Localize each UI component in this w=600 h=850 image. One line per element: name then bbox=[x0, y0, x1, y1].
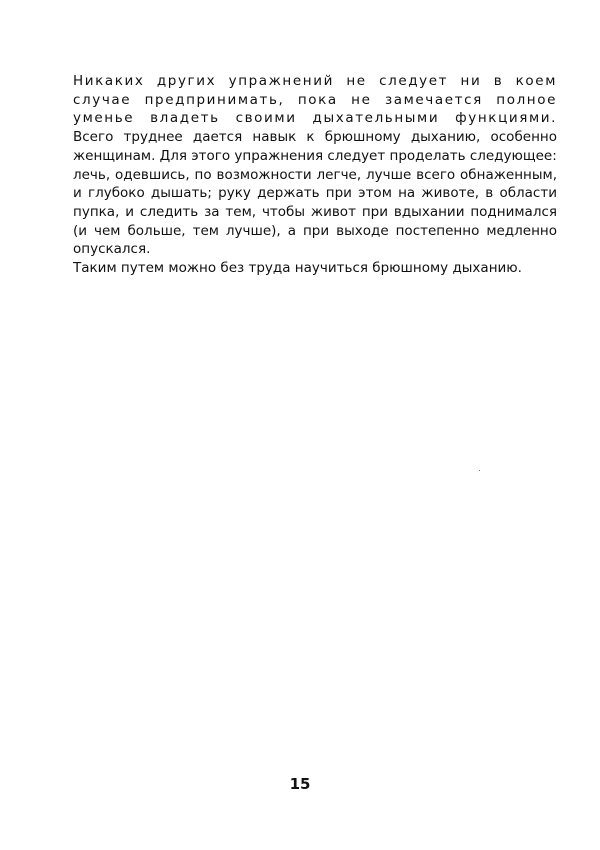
scan-speck bbox=[479, 470, 480, 471]
body-text bbox=[73, 72, 557, 278]
paragraph-3: Таким путем можно без труда научиться брюшному дыханию. bbox=[73, 260, 522, 277]
paragraph-1 bbox=[73, 72, 557, 166]
paragraph-1-text: Всего труднее дается навык к брюшному дыханию, особенно женщинам. Для этого упражнения следует проделать следующее: bbox=[73, 129, 557, 164]
paragraph-2: лечь, одевшись, по возможности легче, лучше всего обнаженным, и глубоко дышать; руку держать при этом на животе, в области пупка, и следить за тем, чтобы живот при вдыхании поднимался (и чем больше, тем лучше), а при выходе постепенно медленно опускался. bbox=[73, 166, 557, 258]
page-number: 15 bbox=[289, 775, 311, 793]
paragraph-1-spaced-text: Никаких других упражнений не следует ни в коем случае предпринимать, пока не замечается полное уменье владеть своими дыхательными функциями. bbox=[73, 73, 557, 127]
